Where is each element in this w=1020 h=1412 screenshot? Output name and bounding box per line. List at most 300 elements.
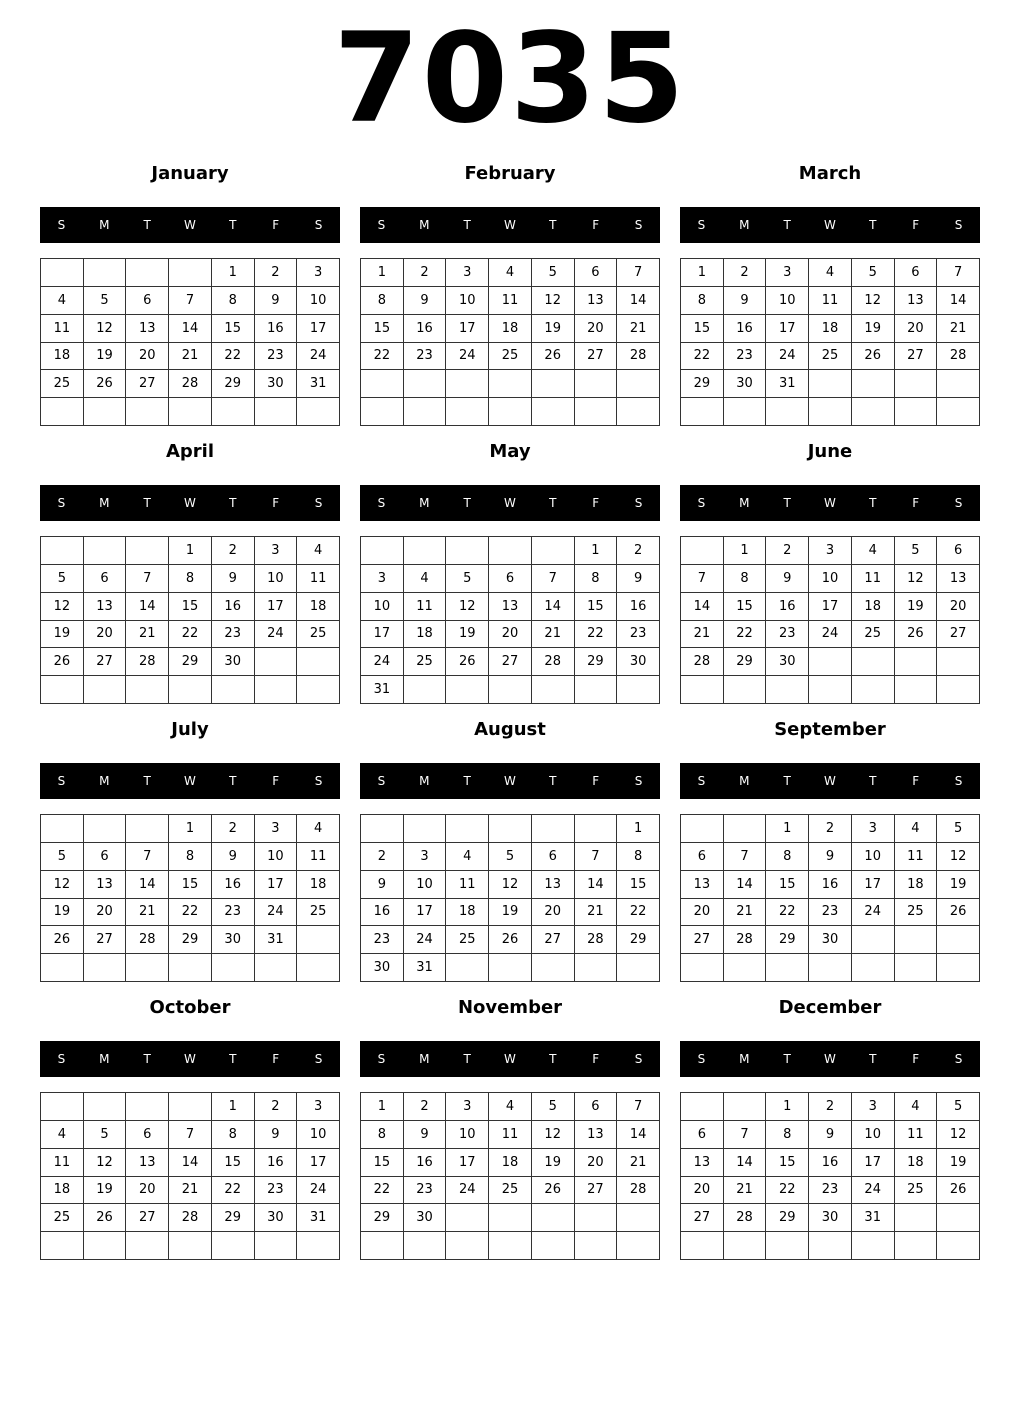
day-cell — [532, 398, 575, 426]
day-cell — [937, 926, 980, 954]
day-cell — [575, 1204, 618, 1232]
weekday-label: T — [229, 218, 237, 232]
month-name: December — [778, 997, 882, 1018]
day-cell — [852, 926, 895, 954]
weekday-label: S — [954, 496, 963, 510]
day-cell — [617, 370, 660, 398]
day-cell: 10 — [446, 287, 489, 315]
day-cell: 12 — [895, 565, 938, 593]
day-cell: 21 — [724, 1177, 767, 1205]
day-cell: 8 — [681, 287, 724, 315]
day-cell: 6 — [84, 565, 127, 593]
day-cell — [84, 398, 127, 426]
day-cell: 1 — [361, 259, 404, 287]
day-cell: 14 — [617, 287, 660, 315]
day-cell: 26 — [446, 648, 489, 676]
day-cell — [446, 815, 489, 843]
day-cell: 31 — [404, 954, 447, 982]
day-cell — [404, 815, 447, 843]
weekday-label: S — [314, 774, 323, 788]
day-cell: 15 — [766, 871, 809, 899]
weekday-header — [40, 763, 340, 799]
weekday-label: T — [549, 218, 557, 232]
day-cell: 23 — [724, 343, 767, 371]
day-cell: 13 — [575, 1121, 618, 1149]
day-cell: 29 — [766, 1204, 809, 1232]
day-cell: 10 — [404, 871, 447, 899]
day-cell: 13 — [681, 1149, 724, 1177]
day-cell: 2 — [809, 1093, 852, 1121]
day-cell: 19 — [41, 899, 84, 927]
day-cell: 19 — [895, 593, 938, 621]
day-cell — [895, 676, 938, 704]
day-cell: 9 — [404, 1121, 447, 1149]
day-cell: 5 — [532, 1093, 575, 1121]
day-cell — [84, 954, 127, 982]
day-cell: 8 — [169, 843, 212, 871]
month-name: July — [171, 719, 209, 740]
day-cell — [84, 1232, 127, 1260]
day-cell: 27 — [126, 1204, 169, 1232]
day-cell — [575, 1232, 618, 1260]
day-cell — [41, 259, 84, 287]
day-grid — [360, 814, 660, 982]
day-cell: 12 — [532, 1121, 575, 1149]
day-cell: 4 — [41, 1121, 84, 1149]
month-july — [40, 715, 340, 983]
weekday-label: W — [184, 496, 196, 510]
day-cell: 8 — [617, 843, 660, 871]
day-cell: 12 — [446, 593, 489, 621]
day-cell: 26 — [41, 926, 84, 954]
day-cell — [84, 1093, 127, 1121]
day-cell: 16 — [255, 315, 298, 343]
day-cell: 19 — [937, 871, 980, 899]
day-cell: 11 — [809, 287, 852, 315]
day-cell: 29 — [169, 926, 212, 954]
day-cell: 9 — [766, 565, 809, 593]
day-cell: 25 — [41, 370, 84, 398]
day-cell: 24 — [852, 1177, 895, 1205]
day-cell — [895, 1232, 938, 1260]
day-cell: 17 — [766, 315, 809, 343]
day-cell: 5 — [852, 259, 895, 287]
day-cell: 30 — [724, 370, 767, 398]
day-cell: 23 — [255, 1177, 298, 1205]
day-cell — [212, 676, 255, 704]
weekday-label: S — [377, 496, 386, 510]
day-cell: 4 — [489, 259, 532, 287]
day-cell: 25 — [297, 899, 340, 927]
day-cell: 21 — [724, 899, 767, 927]
weekday-label: M — [99, 1052, 110, 1066]
day-cell: 31 — [297, 370, 340, 398]
month-name: March — [798, 163, 862, 184]
day-cell: 28 — [532, 648, 575, 676]
day-cell — [41, 1232, 84, 1260]
day-cell — [404, 370, 447, 398]
day-cell — [489, 815, 532, 843]
day-cell: 30 — [212, 648, 255, 676]
day-cell: 22 — [169, 621, 212, 649]
day-cell: 14 — [724, 1149, 767, 1177]
day-cell — [489, 676, 532, 704]
day-cell: 5 — [489, 843, 532, 871]
day-cell — [809, 648, 852, 676]
month-september — [680, 715, 980, 983]
day-cell: 14 — [575, 871, 618, 899]
day-cell: 5 — [532, 259, 575, 287]
day-cell — [681, 676, 724, 704]
day-cell: 20 — [532, 899, 575, 927]
day-cell: 5 — [446, 565, 489, 593]
day-cell — [446, 370, 489, 398]
month-april — [40, 437, 340, 705]
weekday-label: M — [419, 496, 430, 510]
day-cell — [297, 954, 340, 982]
weekday-label: M — [739, 218, 750, 232]
day-cell: 9 — [809, 843, 852, 871]
day-cell — [617, 1232, 660, 1260]
day-cell — [724, 954, 767, 982]
weekday-label: S — [697, 218, 706, 232]
weekday-label: T — [783, 218, 791, 232]
day-cell: 5 — [41, 565, 84, 593]
weekday-label: S — [954, 218, 963, 232]
day-cell: 13 — [532, 871, 575, 899]
day-cell: 19 — [84, 1177, 127, 1205]
day-cell — [766, 398, 809, 426]
day-cell: 3 — [255, 815, 298, 843]
day-cell: 16 — [404, 1149, 447, 1177]
day-cell: 24 — [255, 899, 298, 927]
day-cell: 26 — [532, 1177, 575, 1205]
day-cell: 12 — [937, 843, 980, 871]
day-cell — [489, 1232, 532, 1260]
day-grid — [680, 258, 980, 426]
day-cell: 4 — [852, 537, 895, 565]
day-cell — [617, 676, 660, 704]
month-december — [680, 993, 980, 1261]
day-cell — [84, 537, 127, 565]
day-cell: 27 — [532, 926, 575, 954]
day-cell: 11 — [404, 593, 447, 621]
weekday-label: T — [549, 1052, 557, 1066]
day-cell — [724, 398, 767, 426]
weekday-label: T — [143, 496, 151, 510]
day-cell: 8 — [169, 565, 212, 593]
day-cell: 13 — [895, 287, 938, 315]
day-cell: 10 — [255, 565, 298, 593]
day-cell: 21 — [532, 621, 575, 649]
day-cell: 12 — [41, 871, 84, 899]
day-cell: 21 — [126, 899, 169, 927]
day-cell: 3 — [297, 1093, 340, 1121]
weekday-label: M — [419, 774, 430, 788]
day-cell — [724, 676, 767, 704]
day-cell: 11 — [297, 843, 340, 871]
day-cell: 27 — [84, 648, 127, 676]
day-cell — [404, 676, 447, 704]
month-name: September — [774, 719, 886, 740]
day-grid — [680, 814, 980, 982]
day-cell: 6 — [681, 1121, 724, 1149]
weekday-label: W — [504, 774, 516, 788]
day-cell — [255, 1232, 298, 1260]
day-cell: 26 — [852, 343, 895, 371]
day-cell: 7 — [617, 259, 660, 287]
weekday-label: S — [314, 218, 323, 232]
day-cell: 16 — [212, 871, 255, 899]
day-cell: 28 — [681, 648, 724, 676]
weekday-header — [40, 485, 340, 521]
day-cell: 8 — [766, 1121, 809, 1149]
day-cell: 22 — [617, 899, 660, 927]
day-cell: 22 — [361, 1177, 404, 1205]
month-february — [360, 159, 660, 427]
day-cell — [255, 676, 298, 704]
day-cell: 21 — [681, 621, 724, 649]
day-cell: 17 — [446, 315, 489, 343]
day-cell: 26 — [84, 370, 127, 398]
weekday-header — [360, 485, 660, 521]
day-cell: 20 — [895, 315, 938, 343]
day-cell — [937, 676, 980, 704]
day-cell — [446, 537, 489, 565]
day-cell: 18 — [41, 1177, 84, 1205]
day-cell: 16 — [212, 593, 255, 621]
weekday-label: W — [504, 496, 516, 510]
day-cell: 2 — [766, 537, 809, 565]
weekday-label: S — [634, 774, 643, 788]
day-cell — [446, 1204, 489, 1232]
day-cell: 10 — [297, 287, 340, 315]
day-cell: 23 — [212, 899, 255, 927]
day-cell: 28 — [724, 1204, 767, 1232]
day-cell: 3 — [446, 1093, 489, 1121]
day-grid — [360, 536, 660, 704]
day-cell: 14 — [126, 593, 169, 621]
day-cell — [489, 537, 532, 565]
day-cell: 23 — [809, 1177, 852, 1205]
day-cell — [617, 1204, 660, 1232]
day-cell — [212, 954, 255, 982]
day-cell — [681, 537, 724, 565]
day-cell: 24 — [446, 1177, 489, 1205]
day-cell — [41, 1093, 84, 1121]
day-cell — [852, 398, 895, 426]
day-cell: 13 — [489, 593, 532, 621]
month-name: February — [464, 163, 556, 184]
day-cell: 20 — [681, 1177, 724, 1205]
day-cell: 6 — [84, 843, 127, 871]
day-cell: 3 — [766, 259, 809, 287]
day-cell — [895, 954, 938, 982]
day-cell: 8 — [724, 565, 767, 593]
day-cell: 31 — [766, 370, 809, 398]
day-cell: 23 — [255, 343, 298, 371]
day-cell — [532, 1232, 575, 1260]
day-cell: 15 — [617, 871, 660, 899]
day-cell: 13 — [126, 315, 169, 343]
day-cell: 23 — [404, 1177, 447, 1205]
day-cell — [41, 954, 84, 982]
weekday-label: W — [824, 774, 836, 788]
day-cell: 9 — [255, 1121, 298, 1149]
day-cell — [169, 259, 212, 287]
day-cell: 12 — [852, 287, 895, 315]
day-cell — [852, 1232, 895, 1260]
day-cell: 18 — [895, 871, 938, 899]
day-cell: 16 — [404, 315, 447, 343]
day-cell: 18 — [895, 1149, 938, 1177]
day-cell: 28 — [937, 343, 980, 371]
day-cell: 24 — [809, 621, 852, 649]
day-cell: 16 — [617, 593, 660, 621]
day-cell: 20 — [84, 899, 127, 927]
weekday-label: T — [143, 218, 151, 232]
day-cell — [84, 815, 127, 843]
day-cell — [126, 1232, 169, 1260]
day-cell — [126, 259, 169, 287]
day-cell: 7 — [126, 843, 169, 871]
weekday-label: T — [229, 496, 237, 510]
day-cell: 28 — [169, 370, 212, 398]
day-cell: 19 — [41, 621, 84, 649]
weekday-header — [680, 207, 980, 243]
weekday-label: T — [463, 1052, 471, 1066]
day-cell: 6 — [575, 1093, 618, 1121]
day-cell: 18 — [41, 343, 84, 371]
weekday-label: M — [99, 218, 110, 232]
day-cell: 2 — [404, 259, 447, 287]
day-cell: 29 — [617, 926, 660, 954]
day-cell: 11 — [489, 287, 532, 315]
day-cell — [809, 398, 852, 426]
day-cell — [937, 954, 980, 982]
day-cell — [681, 1232, 724, 1260]
day-cell: 11 — [895, 1121, 938, 1149]
day-cell: 10 — [852, 1121, 895, 1149]
day-cell: 10 — [297, 1121, 340, 1149]
day-cell: 19 — [532, 315, 575, 343]
month-may — [360, 437, 660, 705]
day-cell — [212, 398, 255, 426]
day-cell: 26 — [489, 926, 532, 954]
day-cell: 7 — [681, 565, 724, 593]
weekday-label: T — [549, 774, 557, 788]
day-cell: 26 — [41, 648, 84, 676]
day-cell: 27 — [575, 343, 618, 371]
weekday-label: F — [592, 1052, 600, 1066]
day-cell — [895, 1204, 938, 1232]
day-cell: 29 — [212, 370, 255, 398]
day-cell: 16 — [766, 593, 809, 621]
day-cell: 3 — [852, 1093, 895, 1121]
day-cell: 7 — [937, 259, 980, 287]
day-cell — [446, 398, 489, 426]
day-cell — [895, 926, 938, 954]
day-cell: 20 — [126, 1177, 169, 1205]
day-cell: 24 — [404, 926, 447, 954]
day-cell: 17 — [404, 899, 447, 927]
weekday-label: M — [99, 496, 110, 510]
day-cell — [169, 1093, 212, 1121]
day-cell: 26 — [532, 343, 575, 371]
day-cell: 6 — [895, 259, 938, 287]
day-cell: 20 — [575, 1149, 618, 1177]
day-cell: 4 — [895, 815, 938, 843]
day-cell: 8 — [575, 565, 618, 593]
day-cell: 22 — [575, 621, 618, 649]
day-cell: 27 — [489, 648, 532, 676]
day-cell: 26 — [84, 1204, 127, 1232]
day-cell: 16 — [361, 899, 404, 927]
day-cell: 19 — [852, 315, 895, 343]
day-cell: 17 — [255, 593, 298, 621]
day-cell — [126, 676, 169, 704]
day-cell: 1 — [169, 537, 212, 565]
day-grid — [40, 1092, 340, 1260]
day-cell — [681, 954, 724, 982]
weekday-label: S — [377, 218, 386, 232]
day-cell — [617, 398, 660, 426]
day-cell: 21 — [575, 899, 618, 927]
day-cell: 24 — [297, 343, 340, 371]
day-cell: 22 — [724, 621, 767, 649]
day-cell — [361, 815, 404, 843]
day-cell: 14 — [532, 593, 575, 621]
weekday-label: T — [229, 1052, 237, 1066]
weekday-label: S — [634, 496, 643, 510]
day-cell: 9 — [809, 1121, 852, 1149]
day-cell — [532, 370, 575, 398]
day-cell — [852, 676, 895, 704]
day-cell: 7 — [724, 843, 767, 871]
day-cell: 26 — [895, 621, 938, 649]
day-cell — [41, 537, 84, 565]
day-cell: 21 — [126, 621, 169, 649]
day-cell: 26 — [937, 899, 980, 927]
day-cell: 14 — [724, 871, 767, 899]
day-cell: 11 — [446, 871, 489, 899]
day-cell: 19 — [84, 343, 127, 371]
month-name: January — [151, 163, 229, 184]
day-cell: 23 — [617, 621, 660, 649]
day-cell: 2 — [255, 1093, 298, 1121]
weekday-label: W — [184, 218, 196, 232]
day-cell: 11 — [852, 565, 895, 593]
day-cell: 16 — [809, 1149, 852, 1177]
day-cell — [895, 398, 938, 426]
weekday-label: T — [229, 774, 237, 788]
month-name: August — [474, 719, 546, 740]
day-cell: 23 — [361, 926, 404, 954]
weekday-label: S — [377, 1052, 386, 1066]
day-cell: 28 — [724, 926, 767, 954]
day-cell: 30 — [404, 1204, 447, 1232]
day-cell: 28 — [169, 1204, 212, 1232]
day-cell: 30 — [255, 370, 298, 398]
day-cell: 18 — [852, 593, 895, 621]
day-cell — [575, 676, 618, 704]
day-cell: 28 — [126, 648, 169, 676]
day-cell: 24 — [852, 899, 895, 927]
day-grid — [360, 1092, 660, 1260]
weekday-label: S — [377, 774, 386, 788]
day-cell: 15 — [361, 1149, 404, 1177]
day-cell: 15 — [681, 315, 724, 343]
